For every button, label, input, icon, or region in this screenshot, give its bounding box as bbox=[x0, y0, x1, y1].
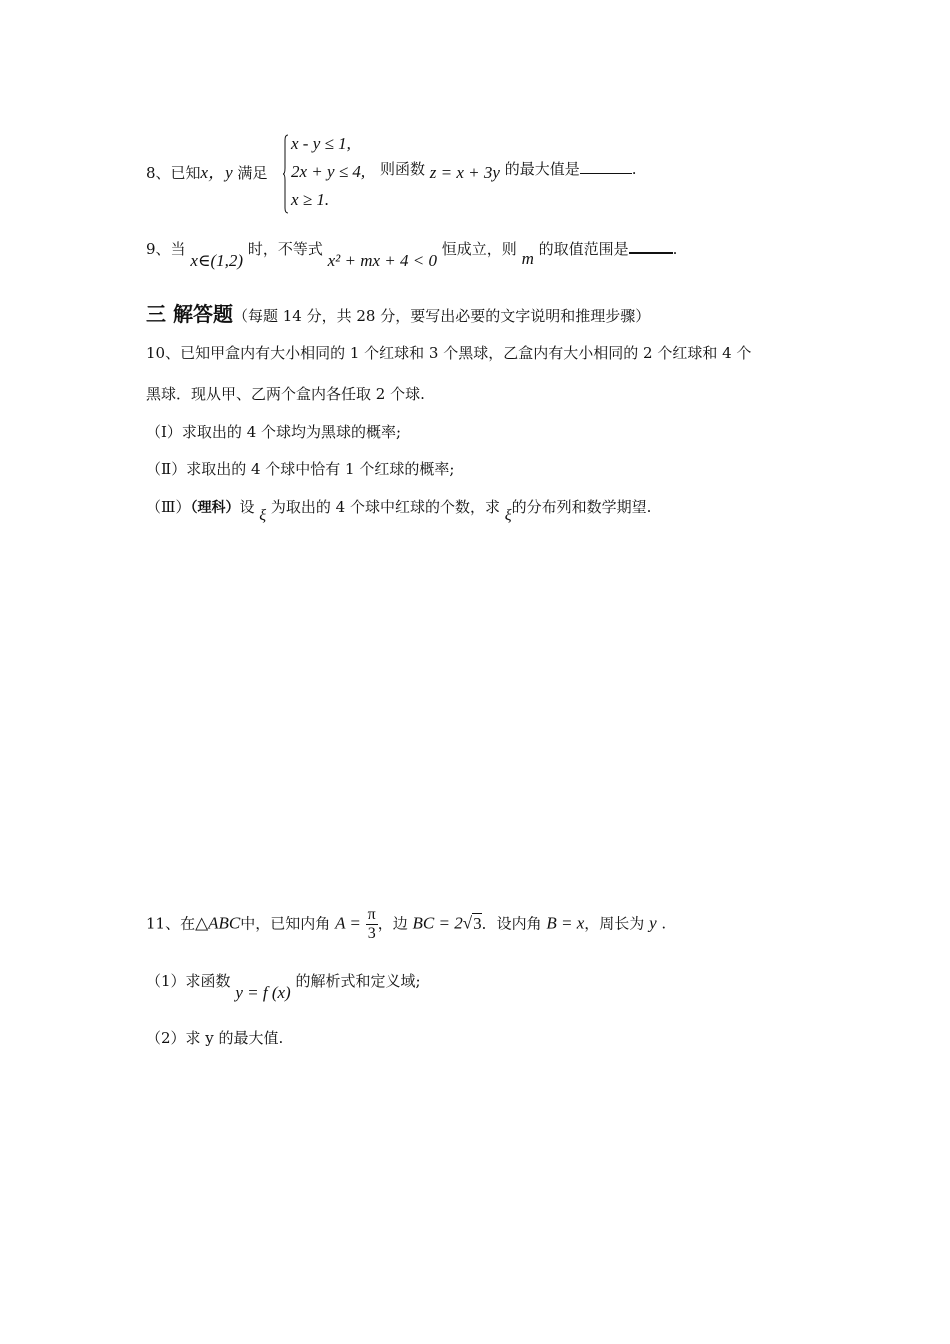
constraint-system bbox=[283, 134, 393, 216]
q9-inequality: x² + mx + 4 < 0 bbox=[327, 251, 437, 270]
q11-triangle: △ABC bbox=[195, 913, 241, 933]
q9-answer-blank bbox=[629, 238, 673, 254]
q11-part-2: （2）求 y 的最大值. bbox=[146, 1029, 284, 1047]
q10-part-3-set: 设 bbox=[239, 498, 255, 516]
q11-angle-a: A = bbox=[335, 913, 361, 933]
q10-part-3-end: 的分布列和数学期望. bbox=[511, 498, 652, 516]
q9-when: 时，不等式 bbox=[247, 240, 323, 258]
q11-part-1 bbox=[146, 970, 421, 1002]
q11-part-1-prefix: （1）求函数 bbox=[146, 972, 231, 990]
q9-end: . bbox=[672, 240, 678, 258]
q8-suffix: 的最大值是 bbox=[504, 160, 580, 178]
q10-part-3 bbox=[146, 496, 652, 524]
q10-science-tag: （理科） bbox=[190, 500, 240, 516]
q11-side-bc: BC = 2 bbox=[412, 913, 463, 933]
q11-function: y = f (x) bbox=[235, 983, 291, 1002]
q11-mid-4: ，周长为 bbox=[584, 914, 645, 933]
q9-prefix: 9、当 bbox=[146, 240, 186, 258]
q10-part-3-mid: 为取出的 4 个球中红球的个数，求 bbox=[270, 498, 500, 516]
q11-perimeter-y: y bbox=[649, 913, 657, 933]
q11-end: . bbox=[661, 914, 667, 933]
q10-line-1: 10、已知甲盒内有大小相同的 1 个红球和 3 个黑球，乙盒内有大小相同的 2 个红球和 4 个 bbox=[146, 344, 752, 362]
section-3-heading bbox=[146, 298, 650, 327]
constraint-row-1: x - y ≤ 1, bbox=[291, 134, 351, 153]
section-3-title: 三 解答题 bbox=[146, 302, 233, 326]
constraint-row-3: x ≥ 1. bbox=[291, 190, 330, 209]
q8-answer-blank bbox=[580, 159, 632, 174]
radical-icon: √ bbox=[462, 913, 473, 933]
xi-symbol-2: ξ bbox=[504, 507, 512, 524]
q8-function: z = x + 3y bbox=[429, 163, 500, 182]
q10-part-2: （Ⅱ）求取出的 4 个球中恰有 1 个红球的概率; bbox=[146, 460, 455, 478]
q8-satisfy: 满足 bbox=[237, 164, 268, 182]
pi-over-3-fraction bbox=[366, 906, 378, 943]
q8-then-fn: 则函数 bbox=[380, 160, 426, 178]
xi-symbol: ξ bbox=[259, 507, 267, 524]
sqrt-3 bbox=[463, 913, 482, 933]
q11-mid-2: ，边 bbox=[377, 914, 408, 933]
q10-part-3-prefix: （Ⅲ） bbox=[146, 498, 191, 516]
q9-var-m: m bbox=[521, 249, 534, 268]
q11-angle-b: B = x bbox=[546, 913, 585, 933]
section-3-note: （每题 14 分，共 28 分，要写出必要的文字说明和推理步骤） bbox=[232, 307, 651, 325]
left-brace-icon bbox=[283, 134, 289, 214]
q8-end: . bbox=[631, 160, 637, 178]
q9-always: 恒成立，则 bbox=[441, 240, 517, 258]
q11-prefix: 11、在 bbox=[146, 914, 196, 933]
q11-part-1-suffix: 的解析式和定义域; bbox=[295, 972, 421, 990]
question-8 bbox=[146, 158, 267, 183]
q10-line-2: 黑球．现从甲、乙两个盒内各任取 2 个球. bbox=[146, 385, 425, 403]
radicand: 3 bbox=[473, 913, 482, 933]
q8-vars: x，y bbox=[200, 163, 233, 182]
question-9 bbox=[146, 238, 678, 270]
q9-condition: x∈(1,2) bbox=[190, 251, 244, 270]
fraction-numerator: π bbox=[367, 906, 376, 923]
q10-part-1: （Ⅰ）求取出的 4 个球均为黑球的概率; bbox=[146, 423, 402, 441]
q11-mid-3: ．设内角 bbox=[481, 914, 542, 933]
question-11 bbox=[146, 906, 666, 943]
q9-suffix: 的取值范围是 bbox=[538, 240, 629, 258]
question-8-tail bbox=[380, 158, 637, 182]
q11-mid-1: 中，已知内角 bbox=[240, 914, 331, 933]
fraction-denominator: 3 bbox=[367, 925, 376, 942]
constraint-row-2: 2x + y ≤ 4, bbox=[291, 162, 366, 181]
q8-prefix: 8、已知 bbox=[146, 164, 201, 182]
